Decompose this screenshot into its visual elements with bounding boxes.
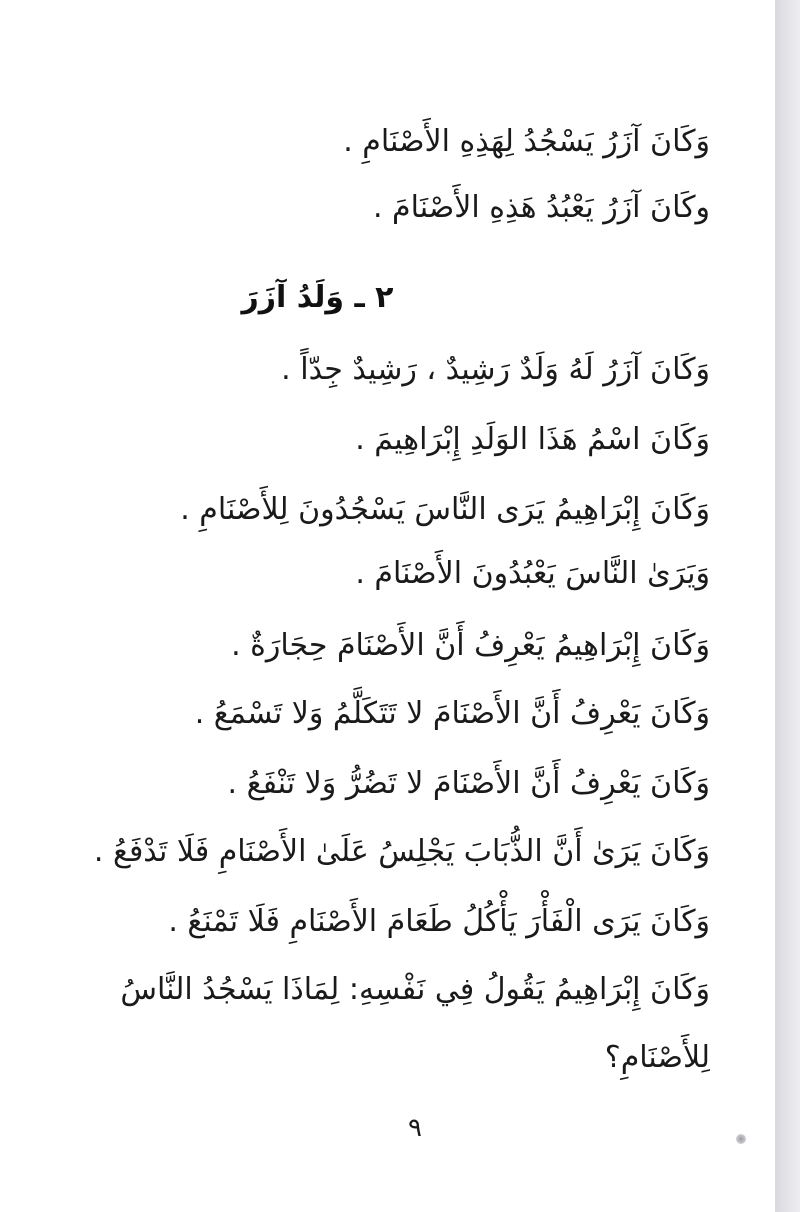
page-number: ٩ [408, 1113, 422, 1143]
paper-speck [736, 1134, 746, 1144]
section-heading-text: ٢ ـ وَلَدُ آزَرَ [241, 280, 394, 315]
text-line-7: وَكَانَ إِبْرَاهِيمُ يَعْرِفُ أَنَّ الأَصْنَامَ حِجَارَةٌ . [231, 628, 710, 663]
section-heading [0, 276, 775, 320]
page-gutter-edge [775, 0, 800, 1212]
text-line-2: وكَانَ آزَرُ يَعْبُدُ هَذِهِ الأَصْنَامَ . [372, 190, 710, 225]
text-line-8: وَكَانَ يَعْرِفُ أَنَّ الأَصْنَامَ لا تَتَكَلَّمُ وَلا تَسْمَعُ . [194, 696, 710, 731]
text-line-1: وَكَانَ آزَرُ يَسْجُدُ لِهَذِهِ الأَصْنَامِ . [343, 124, 710, 159]
text-line-4: وَكَانَ اسْمُ هَذَا الوَلَدِ إِبْرَاهِيمَ . [355, 422, 710, 457]
text-line-11: وَكَانَ يَرَى الْفَأْرَ يَأْكُلُ طَعَامَ الأَصْنَامِ فَلَا تَمْنَعُ . [168, 904, 710, 939]
text-line-13: لِلأَصْنَامِ؟ [604, 1040, 710, 1075]
text-line-9: وَكَانَ يَعْرِفُ أَنَّ الأَصْنَامَ لا تَضُرُّ وَلا تَنْفَعُ . [227, 766, 710, 801]
text-line-5: وَكَانَ إِبْرَاهِيمُ يَرَى النَّاسَ يَسْجُدُونَ لِلأَصْنَامِ . [180, 492, 710, 527]
text-line-10: وَكَانَ يَرَىٰ أَنَّ الذُّبَابَ يَجْلِسُ عَلَىٰ الأَصْنَامِ فَلَا تَدْفَعُ . [93, 834, 710, 869]
text-line-12: وَكَانَ إِبْرَاهِيمُ يَقُولُ فِي نَفْسِهِ: لِمَاذَا يَسْجُدُ النَّاسُ [120, 972, 710, 1007]
text-line-6: وَيَرَىٰ النَّاسَ يَعْبُدُونَ الأَصْنَامَ . [355, 556, 710, 591]
text-line-3: وَكَانَ آزَرُ لَهُ وَلَدٌ رَشِيدٌ ، رَشِيدٌ جِدّاً . [281, 352, 710, 387]
